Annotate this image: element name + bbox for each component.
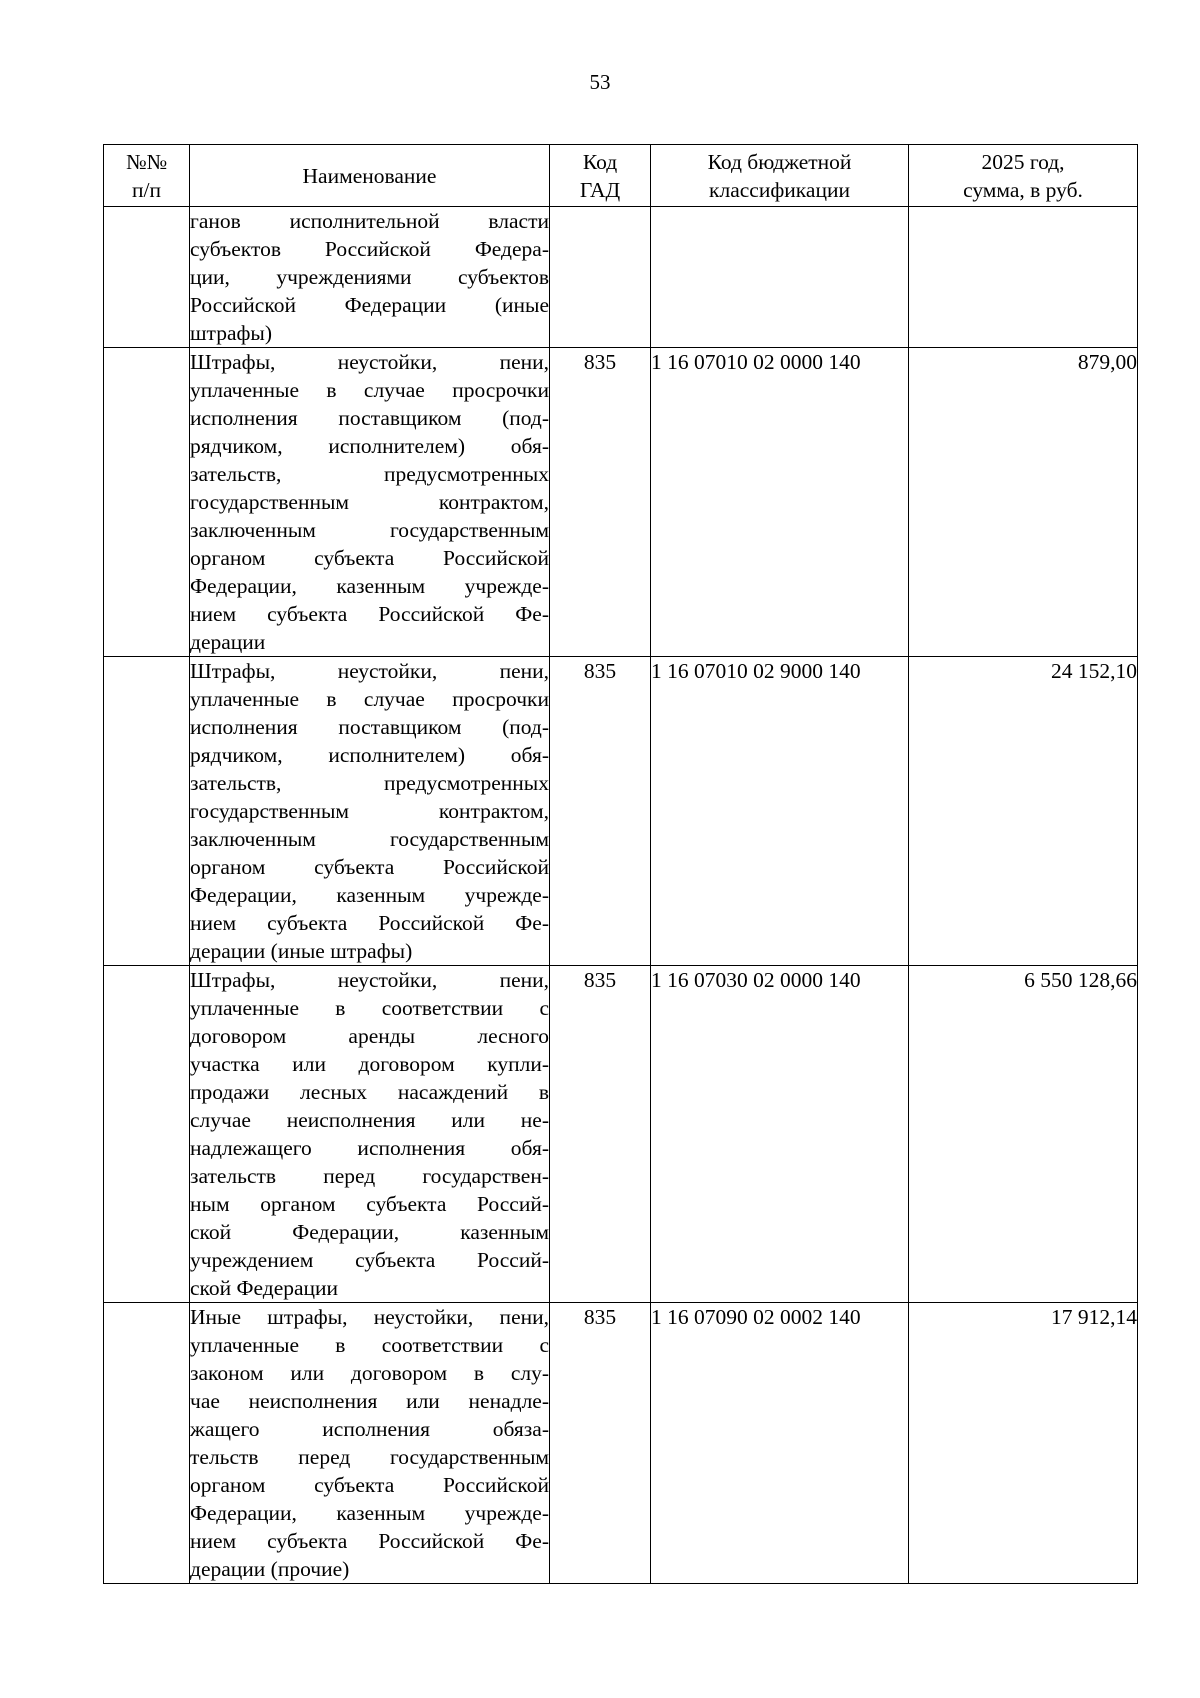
table-header	[104, 145, 1138, 207]
name-line: Федерации, казенным учрежде-	[190, 574, 549, 598]
name-line: тельств перед государственным	[190, 1445, 549, 1469]
header-number: №№ п/п	[104, 145, 190, 207]
row-budget-code-cell: 1 16 07090 02 0002 140	[651, 1303, 909, 1584]
row-name-cell	[190, 657, 550, 966]
row-budget-code-cell: 1 16 07030 02 0000 140	[651, 966, 909, 1303]
name-line: Штрафы, неустойки, пени,	[190, 350, 549, 374]
table-row	[104, 1303, 1138, 1584]
name-line: Российской Федерации (иные	[190, 293, 549, 317]
name-line: продажи лесных насаждений в	[190, 1080, 549, 1104]
table-row	[104, 348, 1138, 657]
row-budget-code-cell: 1 16 07010 02 9000 140	[651, 657, 909, 966]
row-number-cell	[104, 348, 190, 657]
name-line: заключенным государственным	[190, 518, 549, 542]
name-line: надлежащего исполнения обя-	[190, 1136, 549, 1160]
name-line: органом субъекта Российской	[190, 855, 549, 879]
name-line: участка или договором купли-	[190, 1052, 549, 1076]
row-gad-code-cell: 835	[550, 1303, 651, 1584]
name-line: субъектов Российской Федера-	[190, 237, 549, 261]
row-number-cell	[104, 207, 190, 348]
row-gad-code-cell: 835	[550, 657, 651, 966]
row-name-cell	[190, 348, 550, 657]
name-line: Штрафы, неустойки, пени,	[190, 659, 549, 683]
table-body	[104, 207, 1138, 1584]
name-line: договором аренды лесного	[190, 1024, 549, 1048]
name-line: нием субъекта Российской Фе-	[190, 911, 549, 935]
row-gad-code-cell	[550, 207, 651, 348]
name-line: учреждением субъекта Россий-	[190, 1248, 549, 1272]
name-line: рядчиком, исполнителем) обя-	[190, 743, 549, 767]
name-line: ганов исполнительной власти	[190, 209, 549, 233]
name-line: исполнения поставщиком (под-	[190, 406, 549, 430]
name-line: уплаченные в случае просрочки	[190, 687, 549, 711]
name-line: дерации (иные штрафы)	[190, 939, 413, 963]
name-line: Штрафы, неустойки, пени,	[190, 968, 549, 992]
name-line: Федерации, казенным учрежде-	[190, 883, 549, 907]
row-name-cell	[190, 207, 550, 348]
table-row	[104, 207, 1138, 348]
name-line: законом или договором в слу-	[190, 1361, 549, 1385]
row-name-cell	[190, 1303, 550, 1584]
name-line: ской Федерации, казенным	[190, 1220, 549, 1244]
row-sum-cell: 24 152,10	[909, 657, 1138, 966]
name-line: случае неисполнения или не-	[190, 1108, 549, 1132]
name-line: штрафы)	[190, 321, 273, 345]
header-name: Наименование	[190, 145, 550, 207]
row-sum-cell	[909, 207, 1138, 348]
row-name-cell	[190, 966, 550, 1303]
row-gad-code-cell: 835	[550, 348, 651, 657]
name-line: уплаченные в случае просрочки	[190, 378, 549, 402]
row-budget-code-cell	[651, 207, 909, 348]
name-line: Федерации, казенным учрежде-	[190, 1501, 549, 1525]
name-line: жащего исполнения обяза-	[190, 1417, 549, 1441]
header-sum-2025: 2025 год, сумма, в руб.	[909, 145, 1138, 207]
table-header-row	[104, 145, 1138, 207]
name-line: Иные штрафы, неустойки, пени,	[190, 1305, 549, 1329]
row-sum-cell: 879,00	[909, 348, 1138, 657]
name-line: ции, учреждениями субъектов	[190, 265, 549, 289]
name-line: заключенным государственным	[190, 827, 549, 851]
table-row	[104, 966, 1138, 1303]
name-line: нием субъекта Российской Фе-	[190, 602, 549, 626]
name-line: дерации	[190, 630, 266, 654]
row-number-cell	[104, 966, 190, 1303]
table-row	[104, 657, 1138, 966]
name-line: зательств, предусмотренных	[190, 771, 549, 795]
row-gad-code-cell: 835	[550, 966, 651, 1303]
name-line: зательств, предусмотренных	[190, 462, 549, 486]
page-number: 53	[589, 70, 611, 94]
row-sum-cell: 17 912,14	[909, 1303, 1138, 1584]
row-number-cell	[104, 657, 190, 966]
row-number-cell	[104, 1303, 190, 1584]
name-line: рядчиком, исполнителем) обя-	[190, 434, 549, 458]
name-line: ской Федерации	[190, 1276, 339, 1300]
name-line: дерации (прочие)	[190, 1557, 350, 1581]
name-line: органом субъекта Российской	[190, 1473, 549, 1497]
header-gad-code: Код ГАД	[550, 145, 651, 207]
name-line: зательств перед государствен-	[190, 1164, 549, 1188]
row-budget-code-cell: 1 16 07010 02 0000 140	[651, 348, 909, 657]
name-line: уплаченные в соответствии с	[190, 1333, 549, 1357]
name-line: нием субъекта Российской Фе-	[190, 1529, 549, 1553]
row-sum-cell: 6 550 128,66	[909, 966, 1138, 1303]
budget-revenue-table	[103, 144, 1138, 1584]
name-line: государственным контрактом,	[190, 799, 549, 823]
name-line: чае неисполнения или ненадле-	[190, 1389, 549, 1413]
name-line: органом субъекта Российской	[190, 546, 549, 570]
name-line: исполнения поставщиком (под-	[190, 715, 549, 739]
name-line: уплаченные в соответствии с	[190, 996, 549, 1020]
name-line: ным органом субъекта Россий-	[190, 1192, 549, 1216]
header-budget-classification-code: Код бюджетной классификации	[651, 145, 909, 207]
name-line: государственным контрактом,	[190, 490, 549, 514]
